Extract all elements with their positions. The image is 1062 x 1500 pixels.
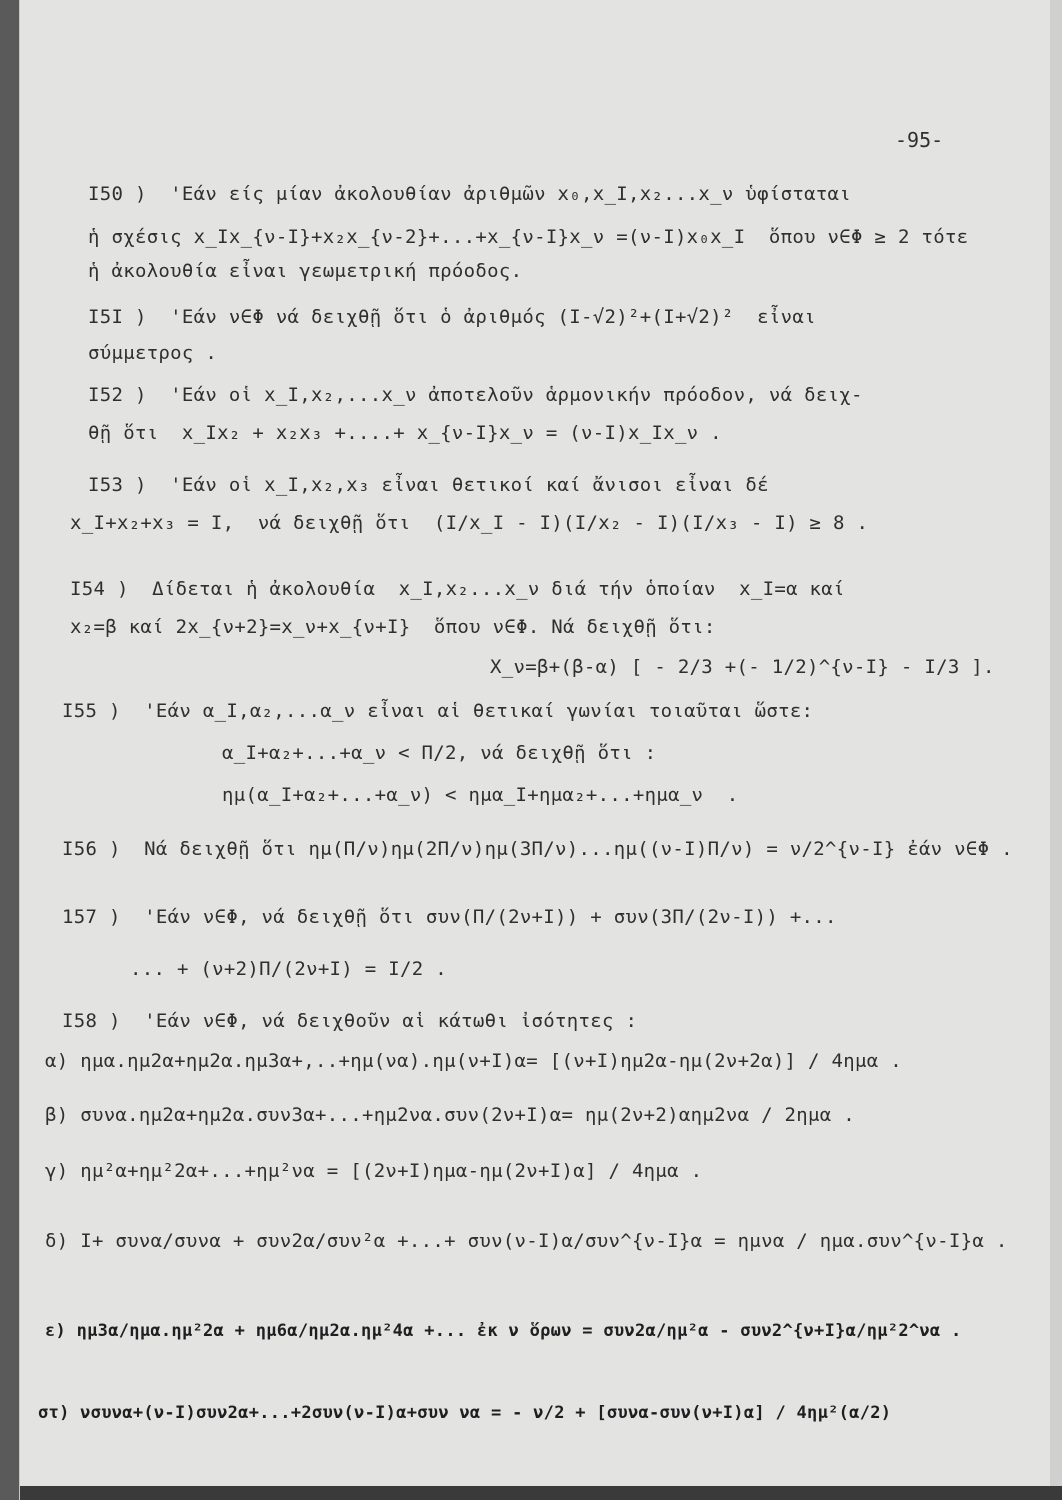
scan-bottom-shadow <box>20 1486 1062 1500</box>
problem-155-line-2: α_I+α₂+...+α_ν < Π/2, νά δειχθῇ ὅτι : <box>222 742 657 764</box>
problem-157-line-2: ... + (ν+2)Π/(2ν+I) = I/2 . <box>130 958 447 980</box>
page-number: -95- <box>895 128 944 152</box>
problem-151-line-2: σύμμετρος . <box>88 342 218 364</box>
problem-153-line-1: I53 ) 'Εάν οἱ x_I,x₂,x₃ εἶναι θετικοί καί ἄνισοι εἶναι δέ <box>88 474 769 496</box>
problem-156: I56 ) Νά δειχθῇ ὅτι ημ(Π/ν)ημ(2Π/ν)ημ(3Π/ν)...ημ((ν-I)Π/ν) = ν/2^{ν-I} ἐάν ν∈Φ . <box>62 838 1013 860</box>
problem-158-d: δ) I+ συνα/συνα + συν2α/συν²α +...+ συν(ν-I)α/συν^{ν-I}α = ημνα / ημα.συν^{ν-I}α . <box>45 1230 1008 1252</box>
scan-right-edge <box>1050 0 1062 1500</box>
problem-158-st: στ) νσυνα+(ν-I)συν2α+...+2συν(ν-I)α+συν να = - ν/2 + [συνα-συν(ν+I)α] / 4ημ²(α/2) <box>38 1403 892 1423</box>
scan-left-shadow <box>0 0 20 1500</box>
problem-150-line-1: I50 ) 'Εάν είς μίαν ἀκολουθίαν ἀριθμῶν x₀,x_I,x₂...x_ν ὑφίσταται <box>88 183 852 205</box>
problem-155-line-3: ημ(α_I+α₂+...+α_ν) < ημα_I+ημα₂+...+ημα_ν . <box>222 784 739 806</box>
problem-154-line-1: I54 ) Δίδεται ἡ ἀκολουθία x_I,x₂...x_ν διά τήν ὁποίαν x_I=α καί <box>70 578 845 600</box>
problem-158-e: ε) ημ3α/ημα.ημ²2α + ημ6α/ημ2α.ημ²4α +... ἐκ ν ὅρων = συν2α/ημ²α - συν2^{ν+I}α/ημ²2^να . <box>45 1321 962 1341</box>
problem-158-intro: I58 ) 'Εάν ν∈Φ, νά δειχθοῦν αἱ κάτωθι ἰσότητες : <box>62 1010 638 1032</box>
problem-150-line-2: ἡ σχέσις x_Ix_{ν-I}+x₂x_{ν-2}+...+x_{ν-I}x_ν =(ν-I)x₀x_I ὅπου ν∈Φ ≥ 2 τότε <box>88 226 969 248</box>
problem-150-line-3: ἡ ἀκολουθία εἶναι γεωμετρική πρόοδος. <box>88 260 523 282</box>
problem-154-formula: X_ν=β+(β-α) [ - 2/3 +(- 1/2)^{ν-I} - I/3 ]. <box>490 656 995 678</box>
problem-157-line-1: 157 ) 'Εάν ν∈Φ, νά δειχθῇ ὅτι συν(Π/(2ν+I)) + συν(3Π/(2ν-I)) +... <box>62 906 837 928</box>
problem-152-line-1: I52 ) 'Εάν οἱ x_I,x₂,...x_ν ἀποτελοῦν ἁρμονικήν πρόοδον, νά δειχ- <box>88 384 863 406</box>
problem-152-line-2: θῇ ὅτι x_Ix₂ + x₂x₃ +....+ x_{ν-I}x_ν = (ν-I)x_Ix_ν . <box>88 422 722 444</box>
problem-155-line-1: I55 ) 'Εάν α_I,α₂,...α_ν εἶναι αἱ θετικαί γωνίαι τοιαῦται ὥστε: <box>62 700 814 722</box>
problem-151-line-1: I5I ) 'Εάν ν∈Φ νά δειχθῇ ὅτι ὁ ἀριθμός (I-√2)²+(I+√2)² εἶναι <box>88 306 816 328</box>
problem-158-b: β) συνα.ημ2α+ημ2α.συν3α+...+ημ2να.συν(2ν+I)α= ημ(2ν+2)αημ2να / 2ημα . <box>45 1104 855 1126</box>
problem-154-line-2: x₂=β καί 2x_{ν+2}=x_ν+x_{ν+I} ὅπου ν∈Φ. Νά δειχθῇ ὅτι: <box>70 616 716 638</box>
problem-153-line-2: x_I+x₂+x₃ = I, νά δειχθῇ ὅτι (I/x_I - I)(I/x₂ - I)(I/x₃ - I) ≥ 8 . <box>70 512 869 534</box>
problem-158-c: γ) ημ²α+ημ²2α+...+ημ²να = [(2ν+I)ημα-ημ(2ν+I)α] / 4ημα . <box>45 1160 703 1182</box>
problem-158-a: α) ημα.ημ2α+ημ2α.ημ3α+,..+ημ(να).ημ(ν+I)α= [(ν+I)ημ2α-ημ(2ν+2α)] / 4ημα . <box>45 1050 902 1072</box>
